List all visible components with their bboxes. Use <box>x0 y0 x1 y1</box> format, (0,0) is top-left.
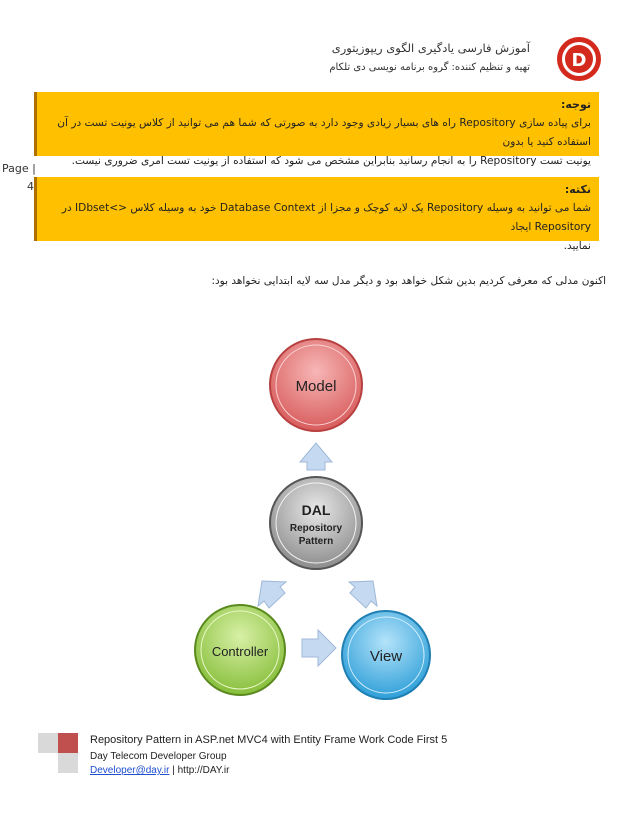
view-circle <box>342 611 430 699</box>
note-box-attention <box>34 92 599 167</box>
intro-paragraph: اکنون مدلی که معرفی کردیم بدین شکل خواهد بود و دیگر مدل سه لایه ابتدایی نخواهد بود: <box>211 275 606 287</box>
footer-url[interactable]: http://DAY.ir <box>177 765 230 776</box>
note-box-tip <box>34 177 599 252</box>
page-number: 4 <box>27 180 34 193</box>
footer-title: Repository Pattern in ASP.net MVC4 with Entity Frame Work Code First 5 <box>90 734 448 746</box>
arrow-dal-to-model <box>300 443 332 470</box>
note-line: برای پیاده سازی Repository راه های بسیار زیادی وجود دارد به صورتی که شما هم می توانید از کلاس یونیت تست در آن استفاده کنید یا بدون <box>57 117 591 148</box>
dal-subtitle-pattern: Pattern <box>298 536 334 547</box>
arrow-view-to-dal <box>349 581 377 608</box>
footer-decoration-square-red <box>58 733 78 753</box>
footer-decoration-square <box>58 753 78 773</box>
day-logo <box>556 36 602 82</box>
arrow-controller-to-view <box>302 630 336 666</box>
arrow-controller-to-dal <box>258 581 286 608</box>
header-subtitle: تهیه و تنظیم کننده: گروه برنامه نویسی دی تلکام <box>329 62 530 73</box>
note-line: شما می توانید به وسیله Repository یک لایه کوچک و مجزا از Database Context خود به وسیله کلاس <>IDbset در Repository ایجاد <box>61 202 591 233</box>
footer-email-link[interactable]: Developer@day.ir <box>90 765 170 776</box>
logo-text: D <box>571 50 587 71</box>
model-circle <box>270 339 362 431</box>
view-label: View <box>369 648 403 665</box>
page-label: Page | <box>2 162 36 175</box>
dal-subtitle-repository: Repository <box>289 523 343 534</box>
dal-circle <box>270 477 362 569</box>
note-line: یونیت تست Repository را به انجام رسانید بنابراین مشخص می شود که استفاده از یونیت تست امری ضروری نیست. <box>71 155 591 167</box>
note-title: نکته: <box>564 183 591 196</box>
architecture-diagram <box>192 325 442 700</box>
dal-title: DAL <box>301 502 331 518</box>
footer-group: Day Telecom Developer Group <box>90 751 227 762</box>
note-title: توجه: <box>560 98 591 111</box>
header-title: آموزش فارسی یادگیری الگوی ریپوزیتوری <box>331 41 530 55</box>
note-line: نمایید. <box>563 240 591 252</box>
footer-separator: | <box>169 765 178 776</box>
controller-label: Controller <box>211 644 269 659</box>
controller-circle <box>195 605 285 695</box>
footer-decoration-square <box>38 733 58 753</box>
footer-contact <box>90 765 229 776</box>
model-label: Model <box>295 378 337 395</box>
